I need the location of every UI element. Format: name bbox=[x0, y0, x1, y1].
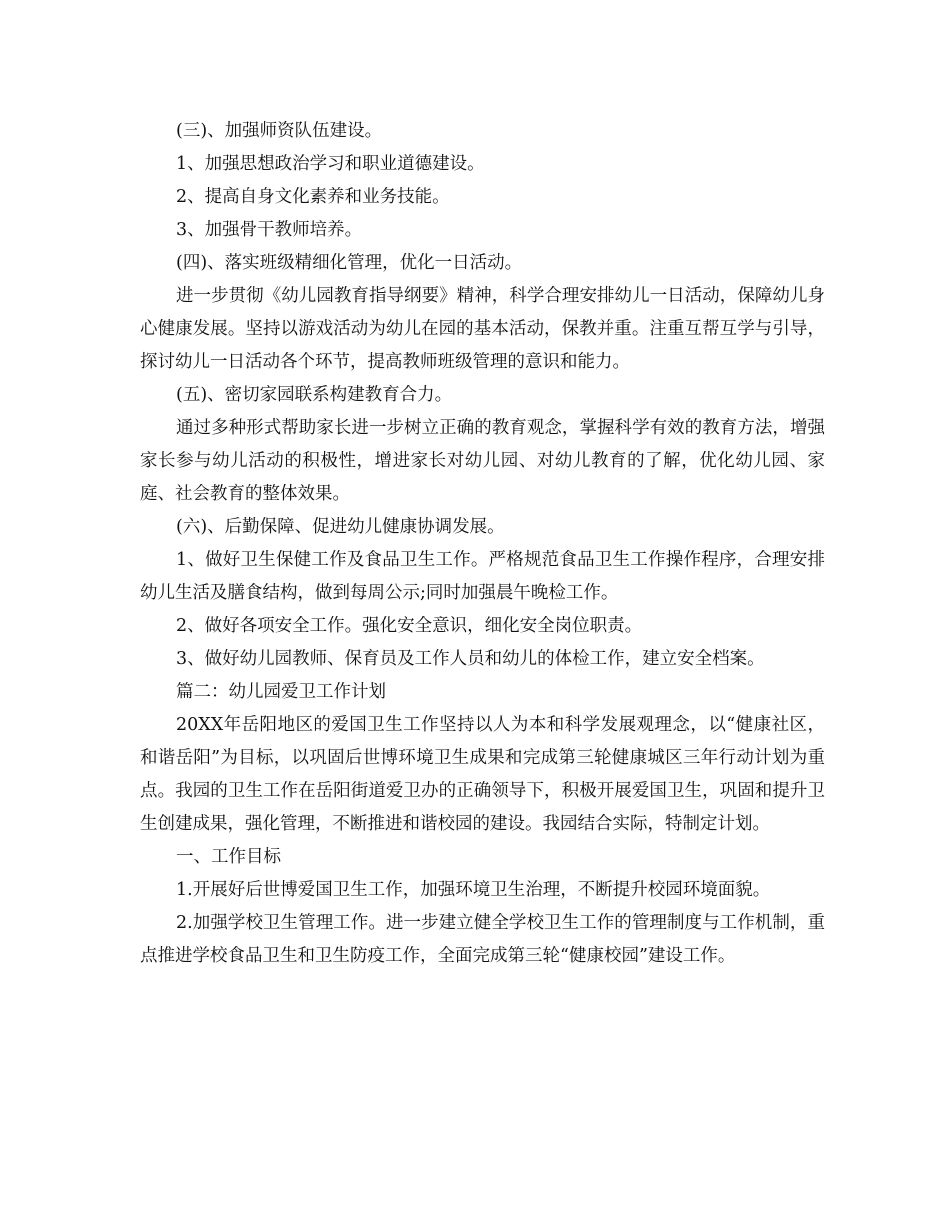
body-paragraph: 20XX年岳阳地区的爱国卫生工作坚持以人为本和科学发展观理念，以“健康社区，和谐岳阳”为目标，以巩固后世博环境卫生成果和完成第三轮健康城区三年行动计划为重点。我园的卫生工作在岳阳街道爱卫办的正确领导下，积极开展爱国卫生，巩固和提升卫生创建成果，强化管理，不断推进和谐校园的建设。我园结合实际，特制定计划。 bbox=[140, 715, 825, 834]
section-heading-5: (五)、密切家园联系构建教育合力。 bbox=[176, 385, 453, 405]
section-heading-goals: 一、工作目标 bbox=[176, 847, 281, 867]
section-heading-6: (六)、后勤保障、促进幼儿健康协调发展。 bbox=[176, 517, 505, 537]
list-item: 1、做好卫生保健工作及食品卫生工作。严格规范食品卫生工作操作程序，合理安排幼儿生活及膳食结构，做到每周公示;同时加强晨午晚检工作。 bbox=[140, 550, 825, 603]
list-item: 2.加强学校卫生管理工作。进一步建立健全学校卫生工作的管理制度与工作机制，重点推进学校食品卫生和卫生防疫工作，全面完成第三轮“健康校园”建设工作。 bbox=[140, 913, 825, 966]
section-heading-4: (四)、落实班级精细化管理，优化一日活动。 bbox=[176, 253, 523, 273]
body-paragraph: 通过多种形式帮助家长进一步树立正确的教育观念，掌握科学有效的教育方法，增强家长参与幼儿活动的积极性，增进家长对幼儿园、对幼儿教育的了解，优化幼儿园、家庭、社会教育的整体效果。 bbox=[140, 418, 825, 504]
list-item: 3、加强骨干教师培养。 bbox=[176, 220, 363, 240]
list-item: 3、做好幼儿园教师、保育员及工作人员和幼儿的体检工作，建立安全档案。 bbox=[176, 649, 765, 669]
chapter-title: 篇二：幼儿园爱卫工作计划 bbox=[176, 682, 386, 702]
list-item: 2、做好各项安全工作。强化安全意识，细化安全岗位职责。 bbox=[176, 616, 643, 636]
list-item: 1.开展好后世博爱国卫生工作，加强环境卫生治理，不断提升校园环境面貌。 bbox=[176, 880, 771, 900]
document-page bbox=[140, 115, 825, 973]
list-item: 2、提高自身文化素养和业务技能。 bbox=[176, 187, 450, 207]
body-paragraph: 进一步贯彻《幼儿园教育指导纲要》精神，科学合理安排幼儿一日活动，保障幼儿身心健康发展。坚持以游戏活动为幼儿在园的基本活动，保教并重。注重互帮互学与引导，探讨幼儿一日活动各个环节，提高教师班级管理的意识和能力。 bbox=[140, 286, 825, 372]
list-item: 1、加强思想政治学习和职业道德建设。 bbox=[176, 154, 485, 174]
section-heading-3: (三)、加强师资队伍建设。 bbox=[176, 121, 383, 141]
